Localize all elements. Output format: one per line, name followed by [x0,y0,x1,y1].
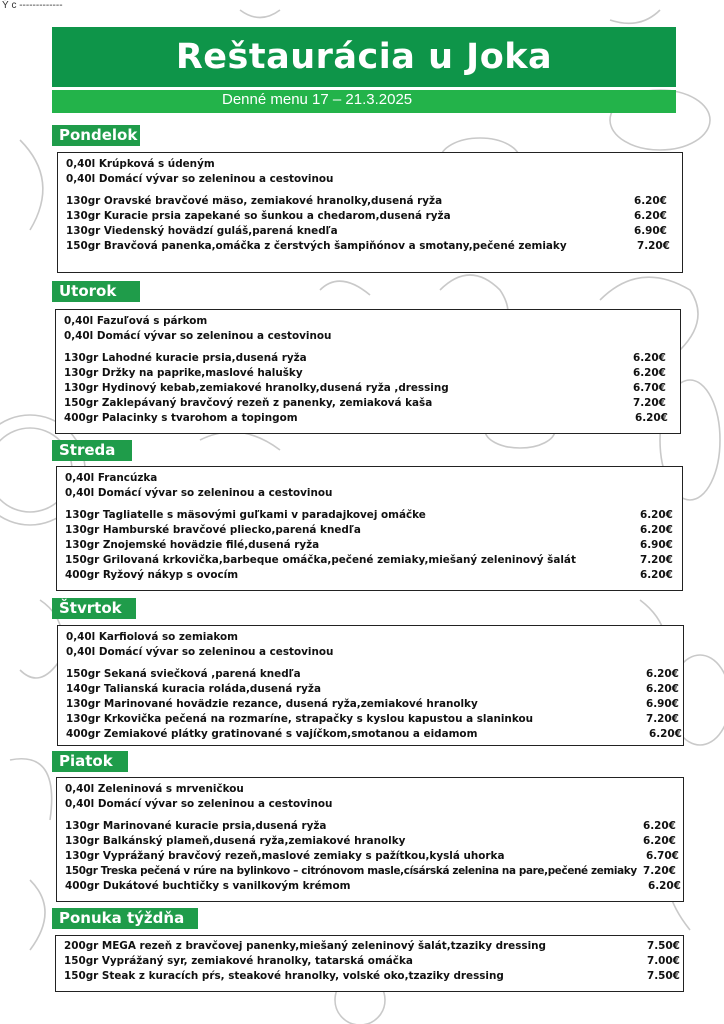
day-tab-tuesday: Utorok [52,281,140,302]
meal-text: 130gr Kuracie prsia zapekané so šunkou a chedarom,dusená ryža [66,210,451,222]
menu-box-friday [56,777,684,902]
meal-price: 7.20€ [643,865,676,877]
meal-text: 130gr Znojemské hovädzie filé,dusená ryža [65,539,320,551]
meal-text: 150gr Grilovaná krkovička,barbeque omáčka,pečené zemiaky,miešaný zeleninový šalát [65,554,576,566]
meal-item [65,508,682,523]
meal-text: 150gr Treska pečená v rúre na bylinkovo – citrónovom masle,císárská zelenina na pare,pečené zemiaky [65,865,637,877]
meal-item [66,209,682,224]
menu-box-weekly-offer [55,935,684,992]
soup-item: 0,40l Karfiolová so zemiakom [66,631,238,643]
meal-price: 7.50€ [647,940,680,952]
meal-text: 150gr Vyprážaný syr, zemiakové hranolky, tatarská omáčka [64,955,413,967]
meal-item [66,667,683,682]
soup-item: 0,40l Zeleninová s mrveničkou [65,783,244,795]
restaurant-title: Reštaurácia u Joka [175,37,553,77]
soup-item: 0,40l Krúpková s údeným [66,158,215,170]
meal-item [64,396,680,411]
meal-text: 130gr Krkovička pečená na rozmaríne, strapačky s kyslou kapustou a slaninkou [66,713,533,725]
meal-price: 6.20€ [649,728,682,740]
menu-box-monday [57,152,683,273]
meal-item [65,538,682,553]
meal-price: 7.20€ [640,554,673,566]
meal-item [64,969,683,984]
day-tab-wednesday: Streda [52,440,132,461]
meal-price: 6.20€ [640,569,673,581]
restaurant-header [52,27,676,87]
meal-price: 6.70€ [646,850,679,862]
meal-item [66,697,683,712]
meal-text: 150gr Steak z kuracích pŕs, steakové hranolky, volské oko,tzaziky dressing [64,970,504,982]
meal-item [66,224,682,239]
menu-box-tuesday [55,309,681,434]
meal-item [65,834,683,849]
soup-item: 0,40l Fazuľová s párkom [64,315,208,327]
meal-text: 400gr Dukátové buchtičky s vanilkovým krémom [65,880,351,892]
meal-price: 6.90€ [640,539,673,551]
meal-item [64,411,680,426]
meal-price: 6.20€ [643,820,676,832]
meal-text: 130gr Tagliatelle s mäsovými guľkami v paradajkovej omáčke [65,509,426,521]
day-tab-monday: Pondelok [52,125,140,146]
day-tab-friday: Piatok [52,751,128,772]
meal-item [65,849,683,864]
meal-price: 7.00€ [647,955,680,967]
meal-price: 6.20€ [640,524,673,536]
meal-text: 150gr Sekaná sviečková ,parená knedľa [66,668,301,680]
menu-box-thursday [57,625,684,746]
meal-text: 400gr Zemiakové plátky gratinované s vajíčkom,smotanou a eidamom [66,728,478,740]
meal-text: 130gr Marinované hovädzie rezance, dusená ryža,zemiakové hranolky [66,698,478,710]
meal-text: 130gr Hamburské bravčové pliecko,parená knedľa [65,524,361,536]
meal-item [65,553,682,568]
meal-price: 6.20€ [646,668,679,680]
meal-price: 6.70€ [633,382,666,394]
meal-text: 400gr Ryžový nákyp s ovocím [65,569,239,581]
meal-price: 6.20€ [643,835,676,847]
meal-text: 130gr Balkánský plameň,dusená ryža,zemiakové hranolky [65,835,406,847]
meal-text: 130gr Marinované kuracie prsia,dusená ryža [65,820,327,832]
meal-text: 130gr Lahodné kuracie prsia,dusená ryža [64,352,307,364]
soup-item: 0,40l Domácí vývar so zeleninou a cestovinou [66,173,334,185]
soup-item: 0,40l Domácí vývar so zeleninou a cestovinou [66,646,334,658]
meal-item [64,954,683,969]
meal-price: 6.20€ [634,210,667,222]
meal-text: 130gr Držky na paprike,maslové halušky [64,367,303,379]
meal-price: 7.20€ [633,397,666,409]
meal-price: 7.20€ [637,240,670,252]
day-tab-thursday: Štvrtok [52,598,136,619]
meal-price: 6.90€ [634,225,667,237]
meal-text: 150gr Zaklepávaný bravčový rezeň z panenky, zemiaková kaša [64,397,433,409]
menu-date-banner [52,90,676,113]
meal-text: 130gr Viedenský hovädzí guláš,parená knedľa [66,225,338,237]
meal-text: 200gr MEGA rezeň z bravčovej panenky,miešaný zeleninový šalát,tzaziky dressing [64,940,546,952]
meal-price: 6.90€ [646,698,679,710]
soup-item: 0,40l Domácí vývar so zeleninou a cestovinou [64,330,332,342]
meal-text: 150gr Bravčová panenka,omáčka z čerstvých šampiňónov a smotany,pečené zemiaky [66,240,567,252]
menu-date-text: Denné menu 17 – 21.3.2025 [222,91,413,108]
meal-price: 6.20€ [633,367,666,379]
meal-item [66,194,682,209]
meal-item [66,239,682,254]
meal-item [64,939,683,954]
meal-item [66,682,683,697]
meal-item [65,568,682,583]
meal-item [65,864,683,879]
meal-item [64,366,680,381]
menu-box-wednesday [56,466,683,591]
meal-price: 6.20€ [635,412,668,424]
meal-item [65,879,683,894]
meal-price: 7.50€ [647,970,680,982]
soup-item: 0,40l Domácí vývar so zeleninou a cestovinou [65,798,333,810]
meal-text: 130gr Oravské bravčové mäso, zemiakové hranolky,dusená ryža [66,195,443,207]
meal-text: 130gr Vyprážaný bravčový rezeň,maslové zemiaky s pažítkou,kyslá uhorka [65,850,505,862]
meal-item [66,712,683,727]
meal-text: 400gr Palacinky s tvarohom a topingom [64,412,298,424]
soup-item: 0,40l Francúzka [65,472,158,484]
meal-item [64,381,680,396]
meal-item [64,351,680,366]
meal-price: 7.20€ [646,713,679,725]
meal-price: 6.20€ [648,880,681,892]
meal-text: 140gr Talianská kuracia roláda,dusená ryža [66,683,321,695]
meal-item [66,727,683,742]
meal-price: 6.20€ [634,195,667,207]
meal-text: 130gr Hydinový kebab,zemiakové hranolky,dusená ryža ,dressing [64,382,449,394]
meal-price: 6.20€ [640,509,673,521]
meal-price: 6.20€ [633,352,666,364]
meal-item [65,819,683,834]
weekly-offer-tab: Ponuka týždňa [52,908,198,929]
meal-price: 6.20€ [646,683,679,695]
meal-item [65,523,682,538]
soup-item: 0,40l Domácí vývar so zeleninou a cestovinou [65,487,333,499]
corner-annotation: Ý c ------------- [2,0,63,11]
